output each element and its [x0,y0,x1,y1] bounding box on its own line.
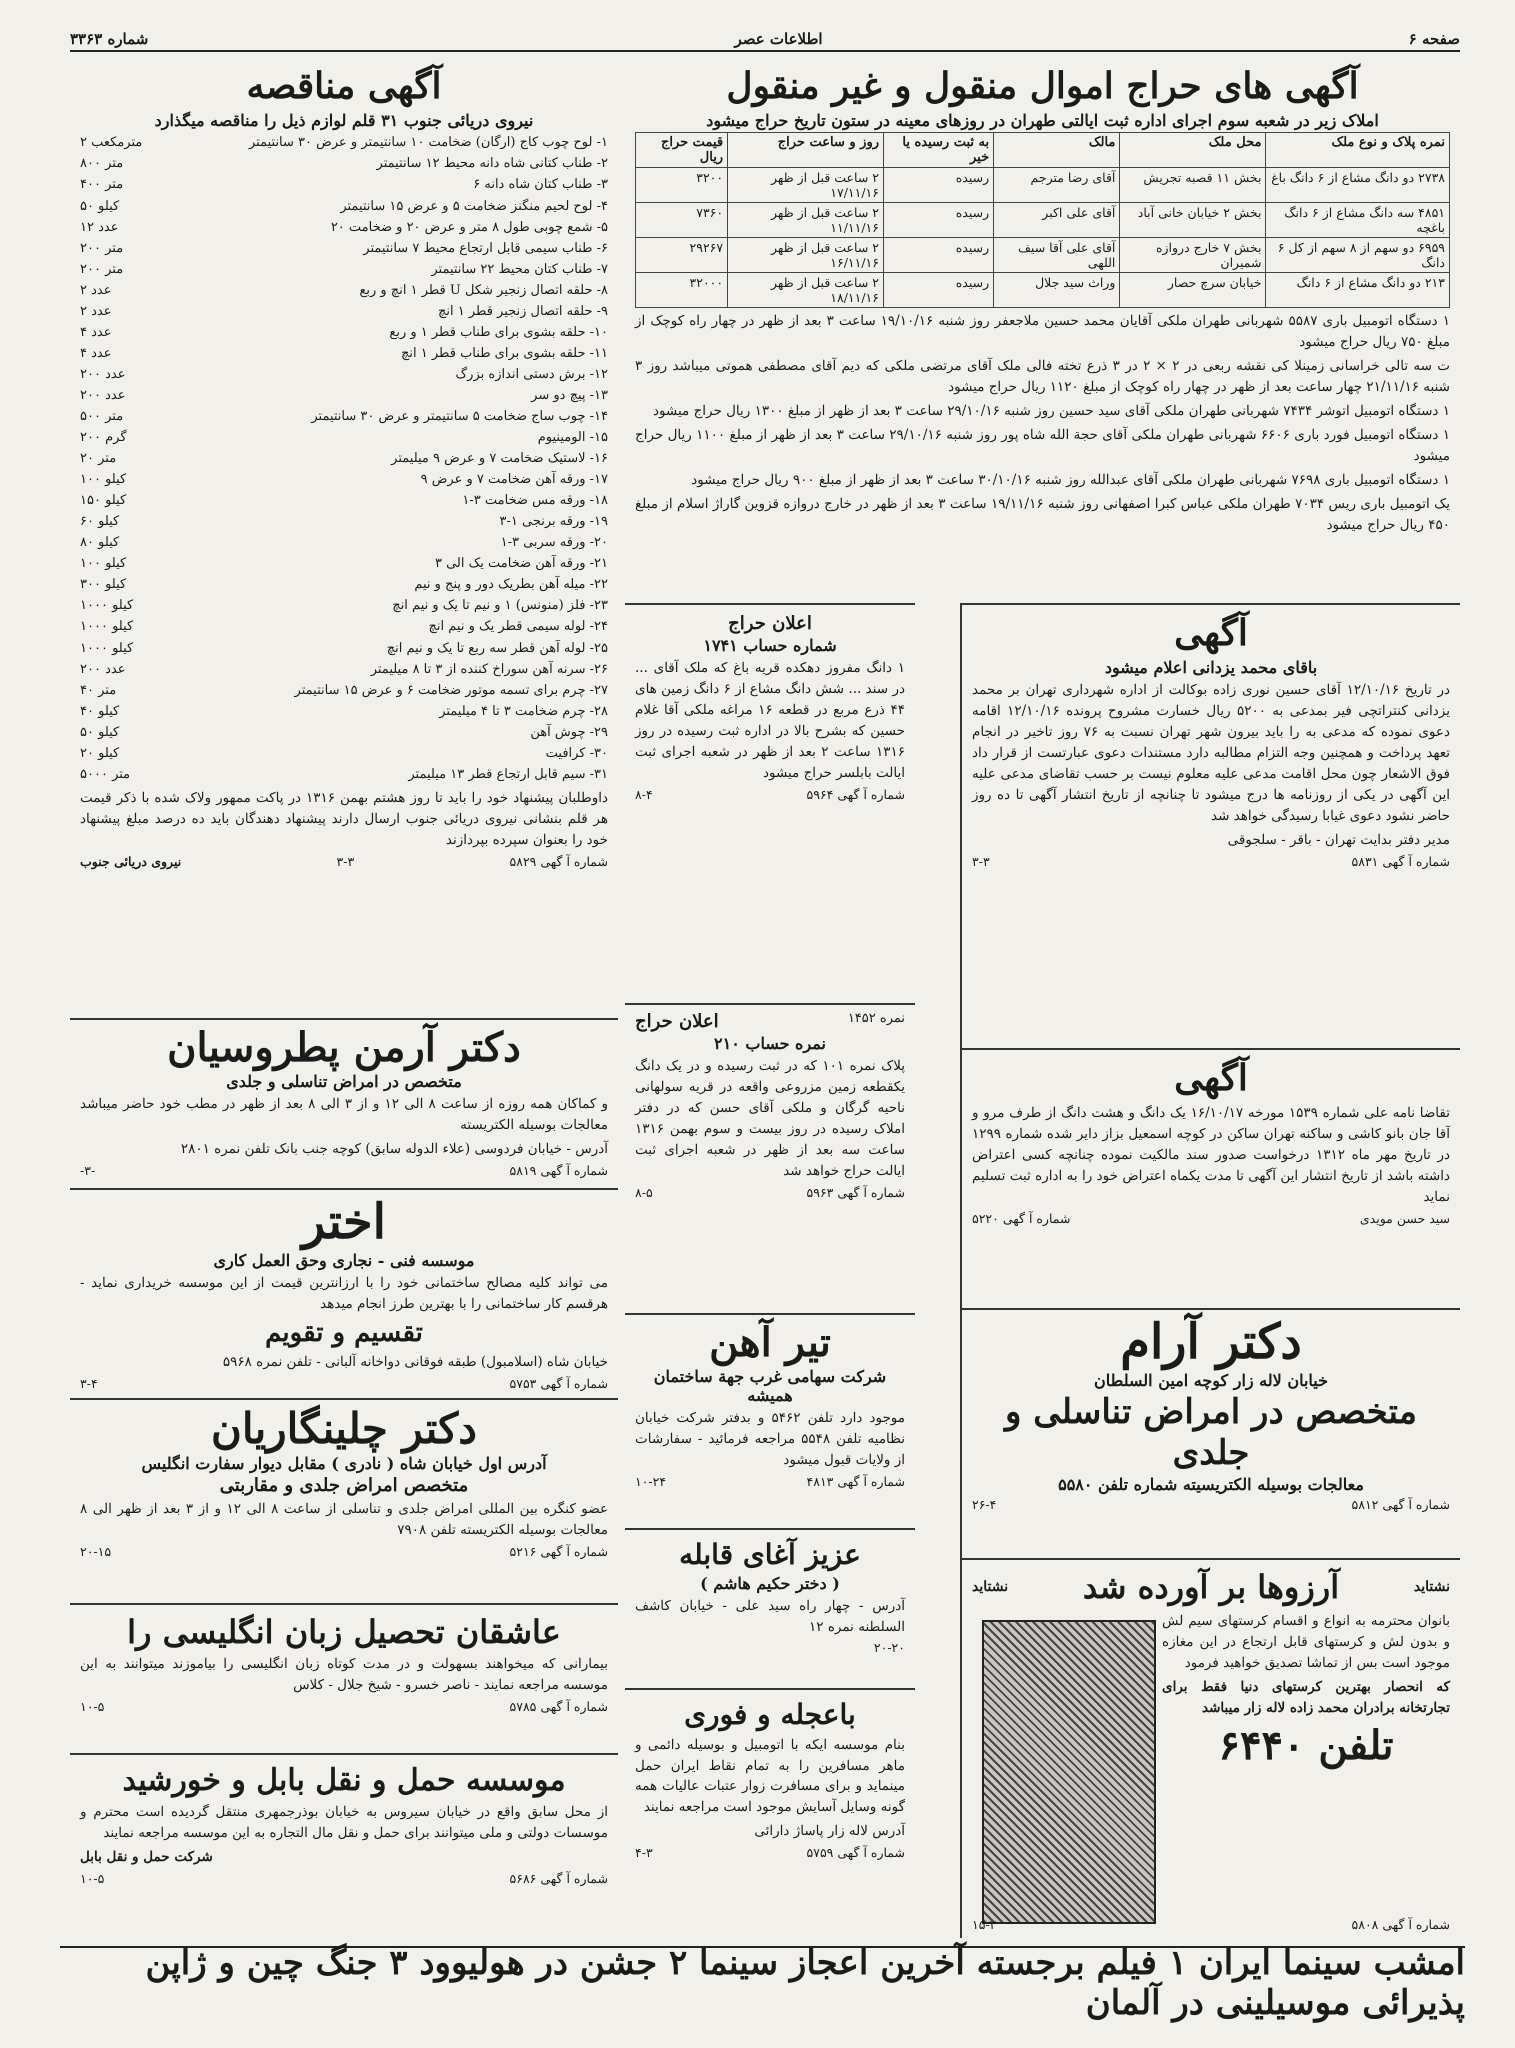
notice2-num: نمره ۱۴۵۲ [847,1011,905,1026]
item-name: ۱۸- ورقه مس ضخامت ۳-۱ [462,493,608,509]
list-item [80,574,608,595]
issue-code: ۸-۴ [635,786,653,802]
petrosian-specialty: متخصص در امراض تناسلی و جلدی [226,1072,462,1091]
item-qty: ۴ عدد [80,324,112,340]
list-item [80,659,608,680]
tender-footer [80,854,608,869]
tirahan-footer [635,1474,905,1489]
auction-title: آگهی های حراج اموال منقول و غیر منقول [726,65,1359,107]
item-qty: ۲ عدد [80,282,112,298]
item-name: ۱۳- پیچ دو سر [531,387,608,403]
registry-notice-footer [972,1211,1450,1226]
issue-label: شماره آ گهی ۵۸۳۱ [1351,853,1450,869]
item-name: ۱۵- الومینیوم [537,430,608,446]
item-qty: ۸۰۰ متر [80,156,124,172]
table-cell: آقای علی آقا سیف اللهی [994,238,1120,273]
corset-ad-body2: که انحصار بهترین کرستهای دنیا فقط برای تجارتخانه برادران محمد زاده لاله زار میباشد [1162,1679,1450,1717]
item-qty: ۴۰۰ متر [80,177,124,193]
table-cell: ۲ ساعت قبل از ظهر ۱۸/۱۱/۱۶ [728,273,884,308]
col-header: نمره پلاک و نوع ملک [1266,133,1450,168]
item-qty: ۲ عدد [80,303,112,319]
issue-label: شماره آ گهی ۴۸۱۳ [806,1473,905,1489]
table-cell: آقای رضا مترجم [994,168,1120,203]
list-item [80,553,608,574]
list-item [80,259,608,280]
corset-ad-footer [972,1917,1450,1932]
list-item [80,132,608,153]
item-name: ۵- شمع چوبی طول ۸ متر و عرض ۲۰ و ضخامت ۲۰ [330,219,608,235]
list-item [80,406,608,427]
registry-notice-body: تقاضا نامه علی شماره ۱۵۳۹ مورخه ۱۶/۱۰/۱۷ یک دانگ و هشت دانگ از طرف مرو و آقا جان بانو کاشی و ساکنه تهران ساکن در کوچه اسمعیل بزاز دایر شده شماره ۱۲۹۹ در تاریخ مهر ماه ۱۳۱۲ درخواست صدور سند مالکیت نموده چنانچه کسی اعتراض داشته باشد از تاریخ انتشار این آگهی تا مدت یکماه اعتراض خود را به اداره ثبت تسلیم نماید [972,1105,1450,1206]
sign-label: سید حسن مویدی [1359,1211,1450,1226]
tender-notice [70,58,618,1018]
issue-code: ۱۰-۵ [80,1699,105,1715]
item-name: ۲- طناب کتانی شاه دانه محیط ۱۲ سانتیمتر [376,156,608,172]
table-cell: آقای علی اکبر [994,203,1120,238]
issue-label: شماره آ گهی ۵۲۱۶ [509,1544,608,1560]
table-cell: وراث سید جلال [994,273,1120,308]
item-qty: ۵۰ کیلو [80,724,120,740]
item-name: ۸- حلقه اتصال زنجیر شکل U قطر ۱ انچ و ربع [359,282,608,298]
item-qty: ۵۰ کیلو [80,198,120,214]
page-number: صفحه ۶ [1408,30,1460,48]
issue-label: شماره آ گهی ۵۲۲۰ [972,1211,1071,1226]
right-half [625,58,1460,1938]
item-qty: ۵۰۰۰ متر [80,766,131,782]
transport-ad [70,1753,618,1938]
issue-label: شماره آ گهی ۵۸۱۲ [1351,1497,1450,1513]
item-name: ۲۳- فلز (منونس) ۱ و نیم تا یک و نیم انچ [392,598,608,614]
cinema-text: امشب سینما ایران ۱ فیلم برجسته آخرین اعجاز سینما ۲ جشن در هولیوود ۳ جنگ چین و ژاپن پذیرائی موسیلینی در آلمان [145,1943,1465,2023]
doctor-aram-specialty: متخصص در امراض تناسلی و جلدی [1004,1391,1418,1473]
table-cell: ۳۲۰۰ [636,168,728,203]
registry-notice [960,1048,1460,1308]
midwife-ad [625,1528,915,1688]
issue-code: ۸-۵ [635,1184,653,1200]
col-header: محل ملک [1120,133,1266,168]
item-qty: ۱۰۰ کیلو [80,472,127,488]
tender-items [80,132,608,784]
item-qty: ۶۰ کیلو [80,514,120,530]
item-qty: ۲۰۰ عدد [80,366,126,382]
auction-table-header [636,133,1450,168]
doctor-petrosian-ad [70,1018,618,1188]
list-item [80,511,608,532]
issue-label: شماره آ گهی ۵۸۱۹ [509,1162,608,1178]
cinema-banner [60,1943,1465,2023]
auction-notice-1 [625,603,915,1003]
akhtar-sub2: تقسیم و تقویم [265,1317,423,1348]
transport-title: موسسه حمل و نقل بابل و خورشید [122,1763,566,1798]
list-item [80,153,608,174]
notice1-body: ۱ دانگ مفروز دهکده قریه باغ که ملک آقای ... در سند ... شش دانگ مشاع از ۶ دانگ زمین های ۴۴ ذرع مربع در قطعه ۱۶ مراغه ملکی آقا غلام حسین که بشرح بالا در اداره ثبت رسیده در روز ۱۳۱۶ ساعت ۲ بعد از ظهر در شعبه اجرای ثبت ایالت بابلسر حراج میشود [635,660,905,781]
doctor-aram-footer [972,1497,1450,1512]
list-item [80,722,608,743]
item-name: ۲۶- سرنه آهن سوراخ کننده از ۳ تا ۸ میلیمتر [370,661,608,677]
issue-label: شماره آ گهی ۵۸۲۹ [509,853,608,869]
item-name: ۲۸- چرم ضخامت ۳ تا ۴ میلیمتر [439,703,608,719]
urgent-title: باعجله و فوری [684,1698,856,1731]
item-qty: ۲۰ کیلو [80,745,120,761]
list-item [80,301,608,322]
item-name: ۱۱- حلقه بشوی برای طناب قطر ۱ انچ [401,345,608,361]
table-cell: ۲۹۲۶۷ [636,238,728,273]
table-cell: رسیده [884,273,994,308]
doctor-aram-ad [960,1308,1460,1558]
doctor-chelingarian-ad [70,1398,618,1603]
urgent-body: بنام موسسه ایکه با اتومبیل و بوسیله دائمی و ماهر مسافرین را به تمام نقاط ایران حمل مینماید و برای مسافرت زوار عتبات عالیات همه گونه وسایل آسایش موجود است مراجعه نمایند [635,1736,905,1816]
midwife-sub: ( دختر حکیم هاشم ) [700,1573,840,1593]
issue-code: ۳-۳ [336,853,355,869]
item-qty: ۲۰۰ گرم [80,430,127,446]
akhtar-address: خیابان شاه (اسلامبول) طبقه فوقانی دواخانه آلبانی - تلفن نمره ۵۹۶۸ [222,1353,608,1370]
transport-body: از محل سابق واقع در خیابان سیروس به خیابان بوذرجمهری منتقل گردیده است محترم و موسسات دولتی و ملی میتوانند برای حمل و نقل مال التجاره به این موسسه مراجعه نمایند [80,1804,608,1841]
list-item [80,448,608,469]
notice1-sub: شماره حساب ۱۷۴۱ [703,636,837,655]
auction-note: ۱ دستگاه اتومبیل باری ۵۵۸۷ شهربانی طهران ملکی آقایان محمد حسین ملاجعفر روز شنبه ۱۹/۱۰/۱۶ ساعت ۳ بعد از ظهر در چهار راه کوچک از مبلغ ۷۵۰ ریال حراج میشود [635,313,1450,351]
notice2-footer [635,1185,905,1200]
table-cell: ۳۲۰۰۰ [636,273,728,308]
auction-table [635,132,1450,308]
tender-intro: نیروی دریائی جنوب ۳۱ قلم لوازم ذیل را مناقصه میگذارد [154,111,534,131]
list-item [80,238,608,259]
list-item [80,701,608,722]
english-body: بیمارانی که میخواهند بسهولت و در مدت کوتاه زبان انگلیسی را بیاموزند میتوانند به این موسسه مراجعه نمایند - ناصر خسرو - شیخ جلال - کلاس [80,1656,608,1694]
akhtar-sub: موسسه فنی - نجاری وحق العمل کاری [213,1250,475,1270]
list-item [80,490,608,511]
item-name: ۱۹- ورقه برنجی ۱-۳ [499,514,608,530]
list-item [80,616,608,637]
urgent-footer [635,1845,905,1860]
item-name: ۲۵- لوله آهن قطر سه ربع تا یک و نیم انچ [386,640,608,656]
registry-notice-title: آگهی [1174,1057,1248,1099]
item-name: ۲۲- میله آهن بطریک دور و پنج و نیم [414,577,608,593]
table-cell: بخش ۲ خیابان خانی آباد [1120,203,1266,238]
doctor-aram-title: دکتر آرام [1120,1314,1302,1370]
corset-ad-header [972,1566,1450,1608]
item-qty: ۴۰ کیلو [80,703,120,719]
item-name: ۳- طناب کتان شاه دانه ۶ [473,177,608,193]
list-item [80,532,608,553]
item-qty: ۲۰ متر [80,451,117,467]
urgent-address: آدرس لاله زار پاساژ دارائی [754,1823,905,1840]
item-qty: ۱۰۰۰ کیلو [80,619,134,635]
chelingarian-address: آدرس اول خیابان شاه ( نادری ) مقابل دیوار سفارت انگلیس [141,1454,547,1474]
corset-ad-title: آرزوها بر آورده شد [1082,1568,1340,1606]
item-qty: ۱۵۰ کیلو [80,493,127,509]
auction-note: ۱ دستگاه اتومبیل باری ۷۶۹۸ شهربانی طهران ملکی آقای عبدالله روز شنبه ۳۰/۱۰/۱۶ ساعت ۳ بعد از ظهر از مبلغ ۹۰۰ ریال حراج میشود [691,471,1450,488]
list-item [80,385,608,406]
left-column [70,58,618,1938]
corset-ad-body: بانوان محترمه به انواع و اقسام کرستهای سیم لش و بدون لش و کرستهای قابل ارتجاع در این مغازه موجود است بس از تماشا تصدیق خواهید فرمود [1162,1613,1450,1672]
table-row [636,203,1450,238]
akhtar-body: می تواند کلیه مصالح ساختمانی خود را با ارزانترین قیمت از این موسسه خریداری نماید - هرقسم کار ساختمانی را با بهترین طرز انجام میدهد [80,1274,608,1312]
chelingarian-footer [80,1544,608,1559]
table-cell: ۶۹۵۹ دو سهم از ۸ سهم از کل ۶ دانگ [1266,238,1450,273]
notice2-title: اعلان حراج [635,1011,719,1032]
notice2-header [635,1011,905,1032]
list-item [80,280,608,301]
table-cell: رسیده [884,203,994,238]
item-qty: ۳۰۰ کیلو [80,577,127,593]
tirahan-title: تیر آهن [709,1319,831,1366]
col-header: مالک [994,133,1120,168]
midwife-footer [635,1640,905,1655]
col-header: روز و ساعت حراج [728,133,884,168]
table-cell: بخش ۱۱ قصبه تجریش [1120,168,1266,203]
item-qty: ۲۰۰ عدد [80,661,126,677]
akhtar-footer [80,1376,608,1391]
item-qty: ۲۰۰ عدد [80,387,126,403]
issue-code: ۲۰-۱۵ [80,1544,112,1560]
urgent-ad [625,1688,915,1938]
list-item [80,364,608,385]
table-cell: بخش ۷ خارج دروازه شمیران [1120,238,1266,273]
item-name: ۱- لوح چوب کاج (ارگان) ضخامت ۱۰ سانتیمتر و عرض ۳۰ سانتیمتر [248,135,608,151]
tirahan-sub: شرکت سهامی غرب جهة ساختمان همیشه [653,1367,887,1405]
akhtar-ad [70,1188,618,1398]
table-cell: ۲ ساعت قبل از ظهر ۱۱/۱۱/۱۶ [728,203,884,238]
list-item [80,764,608,785]
item-qty: ۲ مترمکعب [80,135,143,151]
notice2-sub: نمره حساب ۲۱۰ [714,1034,826,1053]
english-title: عاشقان تحصیل زبان انگلیسی را [127,1613,561,1651]
issue-code: ۲۰-۲۰ [873,1640,905,1656]
petrosian-footer [80,1163,608,1178]
auction-note: یک اتومبیل باری ریس ۷۰۳۴ طهران ملکی عباس کبرا اصفهانی روز شنبه ۱۹/۱۱/۱۶ ساعت ۳ بعد از ظهر در خارج دروازه قزوین گاراژ اسلام از مبلغ ۴۵۰ ریال حراج میشود [635,495,1450,533]
auction-subtitle: املاک زیر در شعبه سوم اجرای اداره ثبت ایالتی طهران در روزهای معینه در ستون تاریخ حراج میشود [706,111,1379,131]
item-name: ۴- لوح لحیم منگنز ضخامت ۵ و عرض ۱۵ سانتیمتر [340,198,608,214]
issue-code: ۲۶-۴ [972,1497,997,1513]
item-name: ۳۰- کرافیت [545,745,608,761]
table-cell: ۴۸۵۱ سه دانگ مشاع از ۶ دانگ باغچه [1266,203,1450,238]
table-cell: ۲۷۳۸ دو دانگ مشاع از ۶ دانگ باغ [1266,168,1450,203]
table-row [636,238,1450,273]
item-qty: ۵۰۰ متر [80,409,124,424]
table-cell: ۷۳۶۰ [636,203,728,238]
transport-footer [80,1871,608,1886]
doctor-aram-body: معالجات بوسیله الکتریسیته شماره تلفن ۵۵۸۰ [1058,1475,1364,1495]
list-item [80,196,608,217]
item-qty: ۲۰۰ متر [80,261,124,277]
auction-note: ۱ دستگاه اتومبیل فورد باری ۶۶۰۶ شهربانی طهران ملکی آقای حجة الله شاه پور روز شنبه ۲۹/۱۰/۱۶ ساعت ۳ بعد از ظهر از مبلغ ۱۱۰۰ ریال حراج میشود [635,427,1450,464]
transport-sign: شرکت حمل و نقل بابل [80,1848,213,1865]
issue-code: ۱۵-۲ [972,1917,997,1932]
issue-code: ۱۰-۵ [80,1870,105,1886]
item-name: ۲۰- ورقه سربی ۳-۱ [500,535,608,551]
item-name: ۲۱- ورقه آهن ضخامت یک الی ۳ [434,556,608,572]
corset-ad-phone: تلفن ۶۴۴۰ [1218,1722,1394,1769]
item-name: ۷- طناب کتان محیط ۲۲ سانتیمتر [431,261,608,277]
issue-number: شماره ۳۳۶۳ [70,30,149,48]
notice1-footer [635,787,905,802]
table-cell: خیابان سرچ حصار [1120,273,1266,308]
col-header: قیمت حراج ریال [636,133,728,168]
item-qty: ۴۰ متر [80,682,117,698]
auction-note: ۱ دستگاه اتومبیل اتوشر ۷۴۳۴ شهربانی طهران ملکی آقای سید حسین روز شنبه ۲۹/۱۰/۱۶ ساعت ۳ بعد از ظهر از مبلغ ۱۳۰۰ ریال حراج میشود [652,403,1450,420]
item-name: ۲۷- چرم برای تسمه موتور ضخامت ۶ و عرض ۱۵ سانتیمتر [294,682,608,698]
list-item [80,217,608,238]
issue-label: شماره آ گهی ۵۶۸۶ [509,1870,608,1886]
notice1-title: اعلان حراج [728,613,812,634]
item-name: ۱۶- لاستیک ضخامت ۷ و عرض ۹ میلیمتر [391,451,608,467]
list-item [80,427,608,448]
table-row [636,273,1450,308]
item-name: ۳۱- سیم قابل ارتجاع قطر ۱۳ میلیمتر [408,766,608,782]
court-notice-sign: مدیر دفتر بدایت تهران - باقر - سلجوقی [1227,831,1450,848]
paper-name: اطلاعات عصر [734,30,823,48]
table-cell: ۲۱۳ دو دانگ مشاع از ۶ دانگ [1266,273,1450,308]
item-name: ۹- حلقه اتصال زنجیر قطر ۱ انچ [437,303,608,319]
issue-label: شماره آ گهی ۵۷۸۵ [509,1699,608,1715]
tirahan-body: موجود دارد تلفن ۵۴۶۲ و بدفتر شرکت خیابان نظامیه تلفن ۵۵۴۸ مراجعه فرمائید - سفارشات از ولایات قبول میشود [635,1410,906,1468]
table-cell: ۲ ساعت قبل از ظهر ۱۷/۱۱/۱۶ [728,168,884,203]
list-item [80,638,608,659]
table-cell: ۲ ساعت قبل از ظهر ۱۶/۱۱/۱۶ [728,238,884,273]
chelingarian-title: دکتر چلینگاریان [211,1404,477,1453]
list-item [80,680,608,701]
list-item [80,743,608,764]
issue-code: ۴-۳ [635,1845,653,1861]
issue-label: شماره آ گهی ۵۹۶۴ [806,786,905,802]
list-item [80,343,608,364]
item-name: ۱۴- چوب ساج ضخامت ۵ سانتیمتر و عرض ۳۰ سانتیمتر [311,409,608,424]
item-name: ۶- طناب سیمی قابل ارتجاع محیط ۷ سانتیمتر [363,240,608,256]
list-item [80,469,608,490]
list-item [80,595,608,616]
tender-signature: نیروی دریائی جنوب [80,853,182,869]
item-name: ۱۰- حلقه بشوی برای طناب قطر ۱ و ربع [389,324,608,340]
table-row [636,168,1450,203]
corset-ad-text [1162,1611,1450,1769]
item-qty: ۱۰۰ کیلو [80,556,127,572]
issue-code: ۳-۳ [972,853,990,869]
item-name: ۱۷- ورقه آهن ضخامت ۷ و عرض ۹ [420,472,608,488]
court-notice-footer [972,854,1450,869]
corset-side-label: نشتاید [1413,1579,1450,1596]
midwife-title: عزیز آغای قابله [679,1538,861,1571]
item-qty: ۴ عدد [80,345,112,361]
item-qty: ۱۰۰۰ کیلو [80,640,134,656]
tender-title: آگهی مناقصه [246,65,442,107]
item-qty: ۱۲ عدد [80,219,119,235]
auction-notice [625,58,1460,603]
item-qty: ۸۰ کیلو [80,535,120,551]
court-notice [960,603,1460,1048]
corset-illustration [982,1620,1156,1924]
item-qty: ۲۰۰ متر [80,240,124,256]
auction-notice-2 [625,1003,915,1313]
tirahan-ad [625,1313,915,1528]
akhtar-title: اختر [302,1194,386,1250]
corset-side-label: نشتاید [972,1579,1009,1596]
item-qty: ۱۰۰۰ کیلو [80,598,134,614]
chelingarian-specialty: متخصص امراض جلدی و مقاربتی [219,1475,469,1497]
court-notice-body: در تاریخ ۱۲/۱۰/۱۶ آقای حسین نوری زاده بوکالت از اداره شهرداری تهران بر محمد یزدانی کنتراتچی فیر بمدعی به ۵۲۰۰ ریال خسارت مشروح پرونده ۱۲/۱۰/۱۶ اقامه دعوی نموده که مدعی به را باید بیرون شهر تهران نسبت به ۷۶ روز تاخیر در انجام تعهد پرداخت و همچنین وجه التزام مطالبه دارد مستندات دعوی عبارتست از قرار داد فوق الاشعار چون محل اقامت مدعی علیه معلوم نیست بر حسب تقاضای مدعی علیه این آگهی در یکی از روزنامه ها درج میشود تا چنانچه از تاریخ انتشار آگهی تا ده روز حاضر نشود دعوی غیابا رسیدگی خواهد شد [972,682,1451,824]
list-item [80,322,608,343]
auction-note: ت سه تالی خراسانی زمینلا کی نقشه ربعی در ۲ × ۲ در ۳ ذرع تخته فالی ملک آقای مرتضی ملکی که دیم آقای مصطفی هموتی میباشد روز ۳ شنبه ۲۱/۱۱/۱۶ چهار ساعت بعد از ظهر در چهار راه کوچک از مبلغ ۱۱۲۰ ریال حراج میشود [635,358,1450,396]
doctor-aram-address: خیابان لاله زار کوچه امین السلطان [1093,1370,1328,1390]
petrosian-body: و کماکان همه روزه از ساعت ۸ الی ۱۲ و از ۳ الی ۸ بعد از ظهر در مطب خود حاضر میباشد معالجات بوسیله الکتریسته [80,1096,608,1133]
petrosian-title: دکتر آرمن پطروسیان [167,1024,521,1071]
court-notice-title: آگهی [1174,612,1248,654]
court-notice-sub: باقای محمد یزدانی اعلام میشود [1104,658,1318,678]
item-name: ۱۲- برش دستی اندازه بزرگ [455,366,608,382]
issue-label: شماره آ گهی ۵۷۵۹ [806,1845,905,1861]
table-cell: رسیده [884,168,994,203]
issue-code: ۱۰-۲۴ [635,1473,667,1489]
issue-code: -۳- [80,1162,96,1178]
issue-code: ۳-۴ [80,1375,98,1391]
issue-label: شماره آ گهی ۵۸۰۸ [1351,1917,1450,1932]
corset-ad [960,1558,1460,1938]
chelingarian-body: عضو کنگره بین المللی امراض جلدی و تناسلی از ساعت ۸ الی ۱۲ و از ۳ بعد از ظهر الی ۸ معالجات بوسیله الکتریسته تلفن ۷۹۰۸ [80,1501,608,1539]
issue-label: شماره آ گهی ۵۹۶۳ [806,1184,905,1200]
tender-body: داوطلبان پیشنهاد خود را باید تا روز هشتم بهمن ۱۳۱۶ در پاکت ممهور ولاک شده با ذکر قیمت هر قلم بنشانی نیروی دریائی جنوب ارسال دارند پیشنهاد دهندگان باید ده درصد مبلغ پیشنهاد خود را بعنوان سپرده بپردازند [80,789,608,848]
issue-label: شماره آ گهی ۵۷۵۳ [509,1375,608,1391]
item-name: ۲۴- لوله سیمی قطر یک و نیم انچ [428,619,608,635]
english-course-ad [70,1603,618,1753]
list-item [80,174,608,195]
page-header [70,28,1460,52]
notice2-body: پلاک نمره ۱۰۱ که در ثبت رسیده و در یک دانگ یکقطعه زمین مزروعی واقعه در قریه سولهانی ناحیه گرگان و ملکی آقای حسن که در دفتر املاک رسیده در روز بیست و سوم بهمن ۱۳۱۶ ساعت سه بعد از ظهر در شعبه اجرای ثبت ایالت حراج خواهد شد [635,1058,906,1179]
midwife-address: آدرس - چهار راه سید علی - خیابان کاشف السلطنه نمره ۱۲ [635,1597,905,1635]
petrosian-address: آدرس - خیابان فردوسی (علاء الدوله سابق) کوچه جنب بانک تلفن نمره ۲۸۰۱ [180,1140,608,1157]
item-name: ۲۹- چوش آهن [530,724,608,740]
col-header: به ثبت رسیده یا خیر [884,133,994,168]
english-footer [80,1699,608,1714]
table-cell: رسیده [884,238,994,273]
